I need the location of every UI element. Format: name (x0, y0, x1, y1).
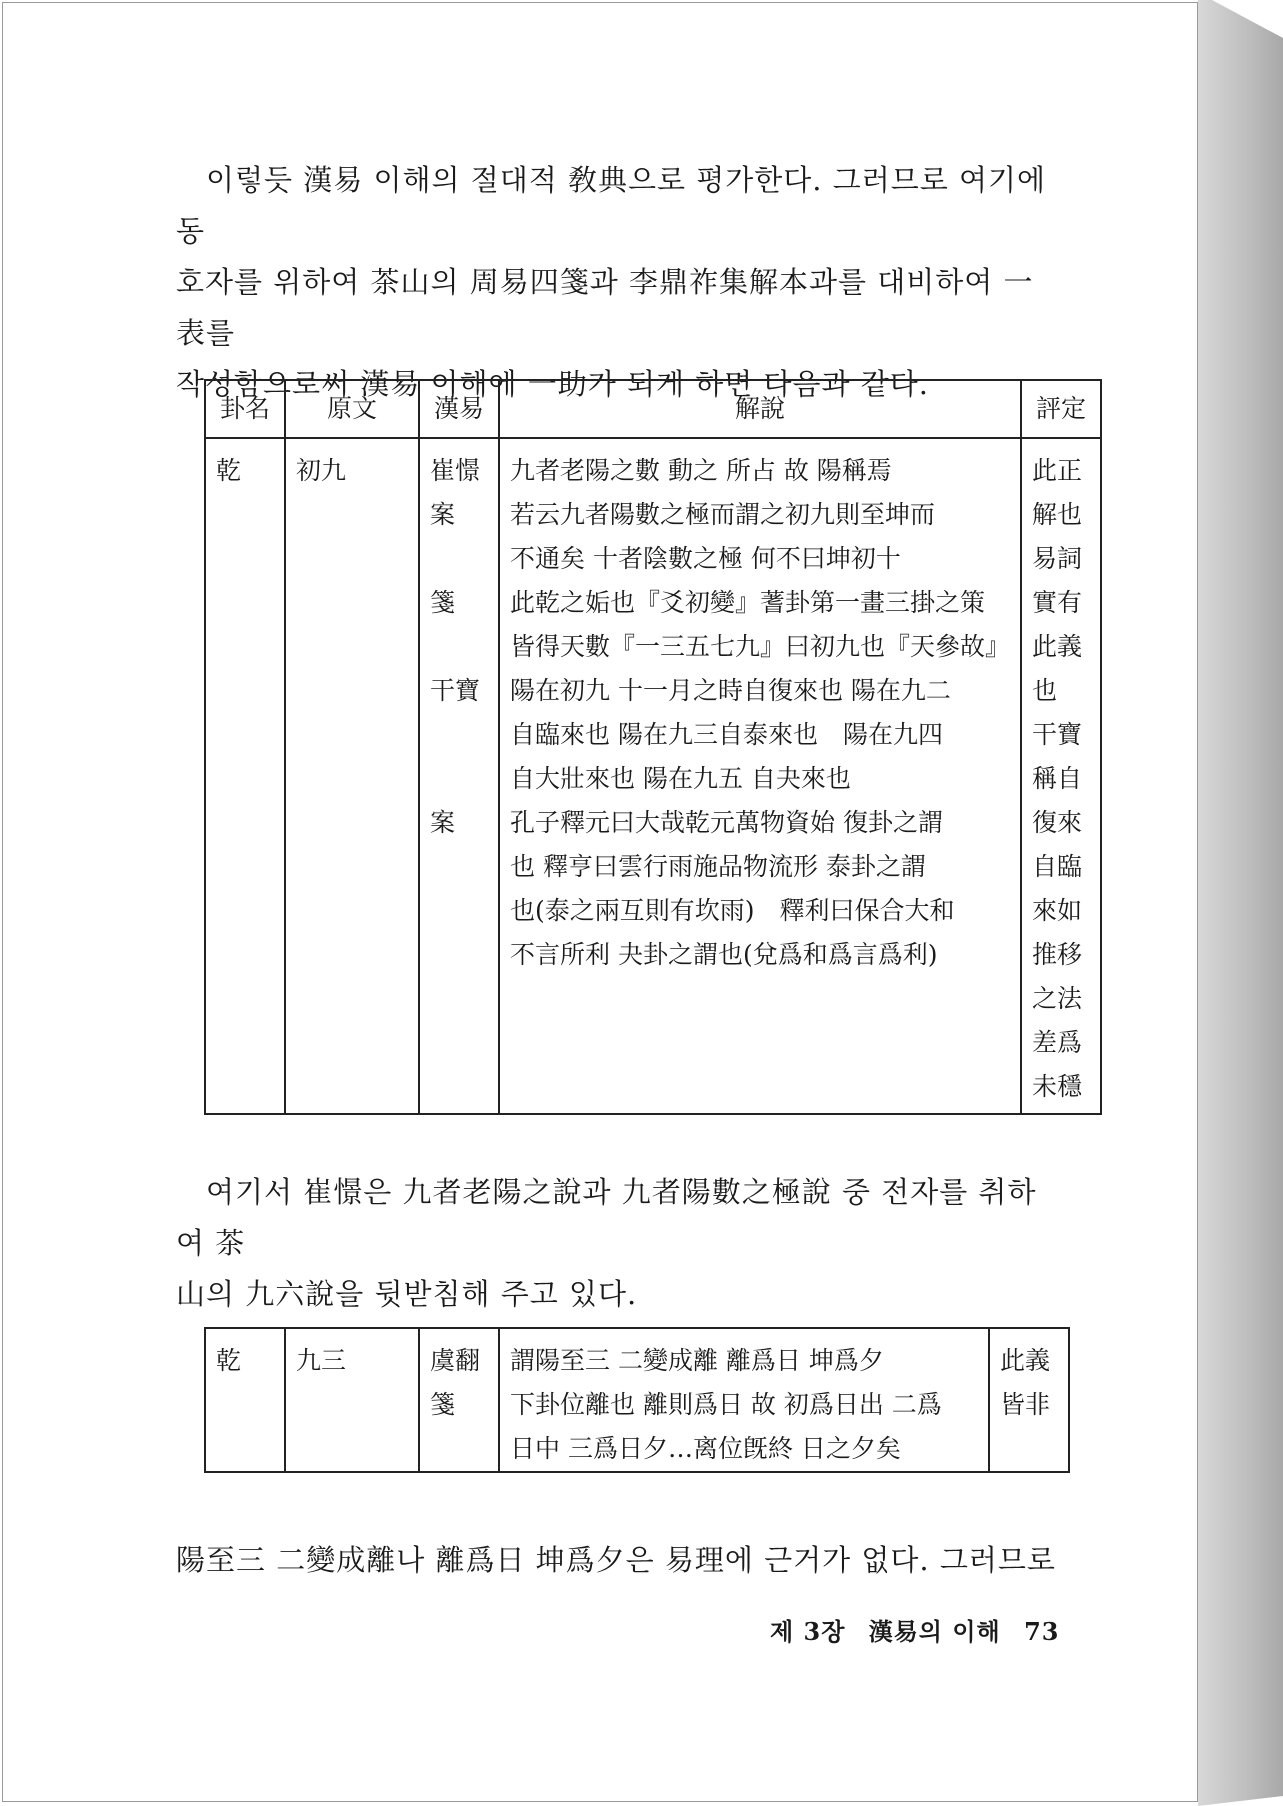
table-header-row (205, 380, 1101, 438)
intro-line-1: 이렇듯 漢易 이해의 절대적 敎典으로 평가한다. 그러므로 여기에 동 (176, 163, 1047, 248)
page-number: 73 (1024, 1617, 1060, 1646)
page-footer (770, 1612, 1073, 1647)
intro-line-3: 작성함으로써 漢易 이해에 一助가 되게 하면 다음과 같다. (176, 367, 930, 401)
header-gua-name: 卦名 (205, 380, 285, 438)
book-edge (1198, 0, 1283, 1806)
header-judgement: 評定 (1021, 380, 1101, 438)
intro-paragraph (176, 155, 1062, 410)
footer-title: 漢易의 이해 (868, 1617, 1001, 1646)
cell-gua: 乾 (205, 1328, 285, 1472)
table-row (205, 1328, 1069, 1472)
cell-text: 九三 (285, 1328, 419, 1472)
final-line-1: 陽至三 二變成離나 離爲日 坤爲夕은 易理에 근거가 없다. 그러므로 (176, 1543, 1056, 1577)
middle-line-1: 여기서 崔憬은 九者老陽之說과 九者陽數之極說 중 전자를 취하여 茶 (176, 1175, 1037, 1260)
header-explanation: 解說 (499, 380, 1021, 438)
table-row (205, 438, 1101, 1114)
middle-line-2: 山의 九六說을 뒷받침해 주고 있다. (176, 1277, 638, 1311)
comparison-table-2 (204, 1327, 1070, 1473)
cell-text: 初九 (285, 438, 419, 1114)
cell-judgement: 此義 皆非 (989, 1328, 1069, 1472)
intro-line-2: 호자를 위하여 茶山의 周易四箋과 李鼎祚集解本과를 대비하여 一表를 (176, 265, 1034, 350)
cell-explanation: 九者老陽之數 動之 所占 故 陽稱焉 若云九者陽數之極而謂之初九則至坤而 不通矣 十者陰數之極 何不曰坤初十 此乾之姤也『爻初變』蓍卦第一畫三掛之策 皆得天數『一三五七九』曰初九也『天參故』 陽在初九 十一月之時自復來也 陽在九二 自臨來也 陽在九三自泰來也 陽在九四 自大壯來也 陽在九五 自夬來也 孔子釋元曰大哉乾元萬物資始 復卦之謂 也 釋亨曰雲行雨施品物流形 泰卦之謂 也(泰之兩互則有坎雨) 釋利曰保合大和 不言所利 夬卦之謂也(兌爲和爲言爲利) (499, 438, 1021, 1114)
cell-han-yi: 虞翻 箋 (419, 1328, 499, 1472)
cell-judgement: 此正 解也 易詞 實有 此義 也 干寶 稱自 復來 自臨 來如 推移 之法 差爲 未穩 (1021, 438, 1101, 1114)
cell-han-yi: 崔憬 案 箋 干寶 案 (419, 438, 499, 1114)
header-original-text: 原文 (285, 380, 419, 438)
cell-explanation: 謂陽至三 二變成離 離爲日 坤爲夕 下卦位離也 離則爲日 故 初爲日出 二爲 日中 三爲日夕…离位旣終 日之夕矣 (499, 1328, 989, 1472)
cell-gua: 乾 (205, 438, 285, 1114)
comparison-table-1 (204, 379, 1102, 1115)
header-han-yi: 漢易 (419, 380, 499, 438)
footer-chapter: 제 3장 (770, 1617, 846, 1646)
final-paragraph (176, 1535, 1062, 1586)
middle-paragraph (176, 1167, 1062, 1320)
